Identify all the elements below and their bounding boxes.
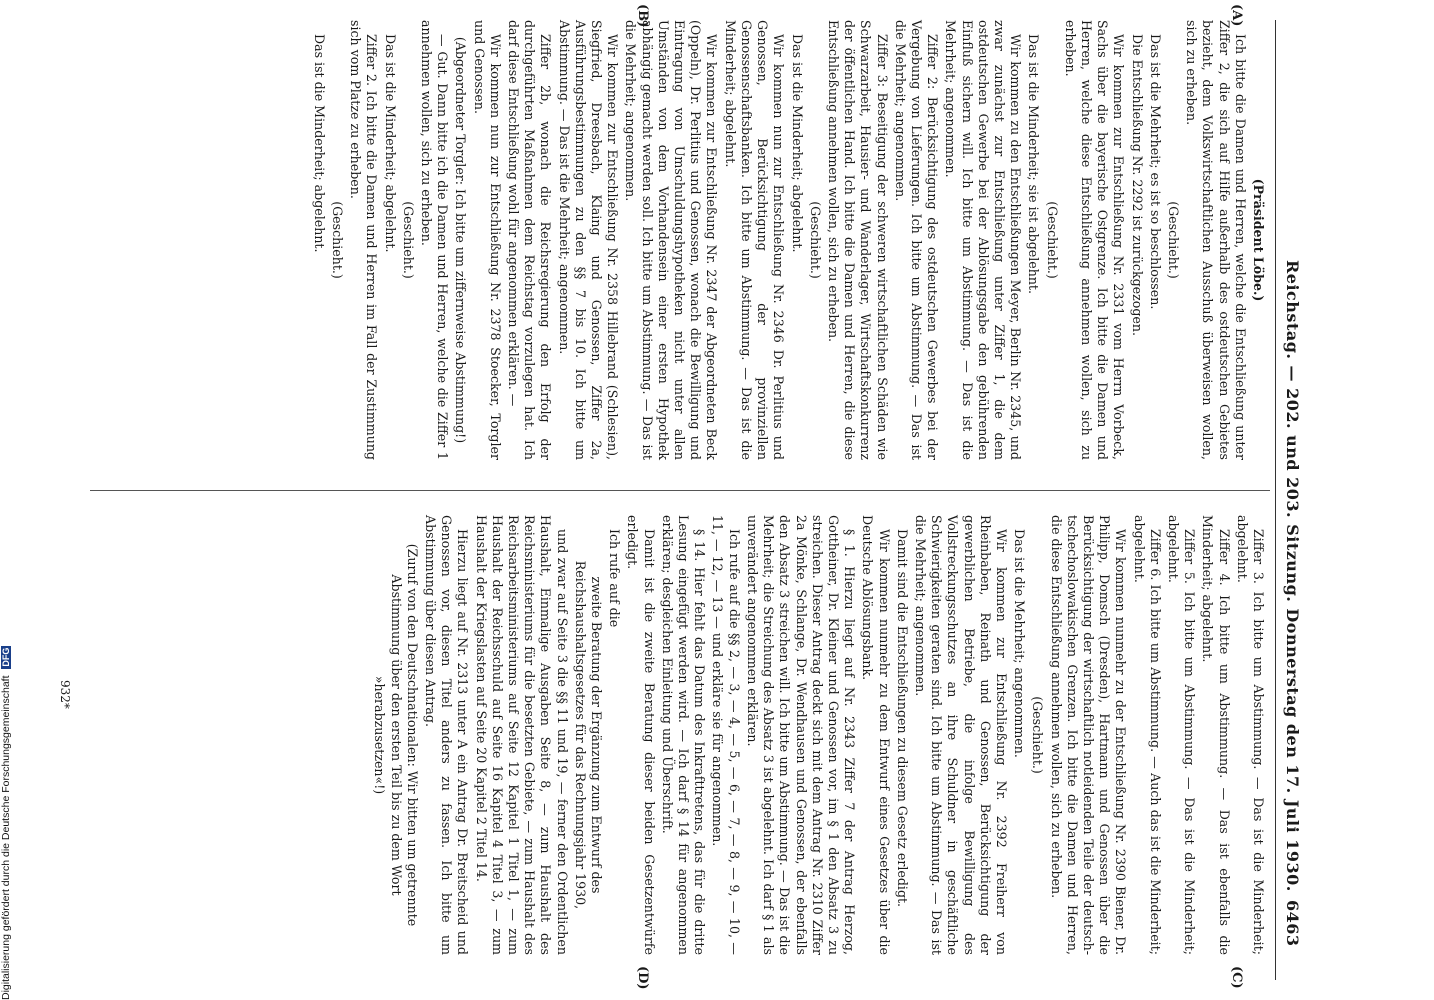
paragraph: Ziffer 6. Ich bitte um Abstimmung. — Auch das ist die Minderheit; abgelehnt. [1131, 515, 1163, 955]
paragraph: Das ist die Minderheit; abgelehnt. [311, 34, 327, 253]
margin-marker-d: (D) [635, 966, 650, 990]
paragraph: Damit ist die zweite Beratung dieser beiden Gesetzentwürfe erledigt. [625, 515, 657, 955]
paragraph: Wir kommen nunmehr zu dem Entwurf eines Gesetzes über die Deutsche Ablösungsbank. [860, 515, 892, 955]
digitization-credit-text: Digitalisierung gefördert durch die Deutsche Forschungsgemeinschaft [0, 675, 12, 1000]
running-header [1274, 20, 1302, 980]
margin-marker-c: (C) [1229, 966, 1244, 989]
paragraph: Hierzu liegt auf Nr. 2313 unter A ein Antrag Dr. Breitscheid und Genossen vor, diesen Titel anders zu fassen. Ich bitte um Abstimmung über diesen Antrag. [423, 515, 471, 955]
digitization-credit [0, 600, 14, 1000]
stage-direction: (Geschieht.) [330, 201, 346, 279]
paragraph: Ich bitte die Damen und Herren, welche die Entschließung unter Ziffer 2, die sich auf Hilfe außerhalb des ostdeutschen Gebietes bezieht, dem Volkswirtschaftlichen Ausschuß überweisen wollen, sich zu erheben. [1184, 20, 1248, 460]
stage-direction: (Geschieht.) [1165, 201, 1181, 279]
paragraph: Das ist die Minderheit; sie ist abgelehnt. [1026, 34, 1042, 294]
stage-direction: (Geschieht.) [1044, 201, 1060, 279]
paragraph: Ziffer 3. Ich bitte um Abstimmung. — Das ist die Minderheit; abgelehnt. [1234, 515, 1266, 955]
paragraph: Wir kommen zur Entschließung Nr. 2331 vom Herrn Vorbeck, Sachs über die bayerische Ostgrenze. Ich bitte die Damen und Herren, welche diese Entschließung annehmen wollen, sich zu erheben. [1062, 20, 1127, 460]
paragraph: Wir kommen nun zur Entschließung Nr. 2346 Dr. Perlitius und Genossen, Berücksichtigung der provinziellen Genossenschaftsbanken. Ich bitte um Abstimmung. — Das ist die Minderheit; abgelehnt. [722, 20, 787, 460]
paragraph: Wir kommen nunmehr zu der Entschließung Nr. 2390 Biener, Dr. Philipp, Domsch (Dresden), Hartmann und Genossen über die Berücksichtigung der wirtschaftlich notleidenden Teile der deutsch-tschechoslowakischen Grenzen. Ich bitte die Damen und Herren, die diese Entschließung annehmen wollen, sich zu erheben. [1048, 515, 1129, 955]
page-number: 6463 [1283, 900, 1302, 947]
stage-direction: (Zuruf von den Deutschnationalen: Wir bitten um getrennte Abstimmung über den ersten Teil bis zu dem Wort »herabzusetzen«!) [372, 543, 420, 927]
paragraph: Wir kommen zur Entschließung Nr. 2358 Hillebrand (Schlesien), Siegfried, Dreesbach, Klaing und Genossen, Ziffer 2a, Ausführungsbestimmungen zu den §§ 7 bis 10. Ich bitte um Abstimmung. — Das ist die Mehrheit; angenommen. [556, 20, 621, 460]
footer-signature-mark: 932* [58, 680, 72, 709]
paragraph: und zwar auf Seite 3 die §§ 11 und 19, — ferner den Ordentlichen Haushalt, Einmalige Ausgaben Seite 8, — zum Haushalt des Reichsministeriums für die besetzten Gebiete, — zum Haushalt des Reichsarbeitsministeriums auf Seite 12 Kapitel 1 Titel 1, — zum Haushalt der Reichsschuld auf Seite 16 Kapitel 4 Titel 3, — zum Haushalt der Kriegslasten auf Seite 20 Kapitel 2 Titel 14. [473, 515, 570, 955]
paragraph: Wir kommen zur Entschließung Nr. 2392 Freiherr von Rheinbaben, Reinath und Genossen, Berücksichtigung der gewerblichen Betriebe, die infolge Bewilligung des Vollstreckungsschutzes an ihre Schuldner in geschäftliche Schwierigkeiten geraten sind. Ich bitte um Abstimmung. — Das ist die Mehrheit; angenommen. [912, 515, 1009, 955]
paragraph: Ziffer 2: Berücksichtigung des ostdeutschen Gewerbes bei der Vergebung von Lieferungen. Ich bitte um Abstimmung. — Das ist die Mehrheit; angenommen. [892, 20, 941, 460]
paragraph: § 14. Hier fehlt das Datum des Inkrafttretens, das für die dritte Lesung eingefügt werden wird. — Ich darf § 14 für angenommen erklären; desgleichen Einleitung und Überschrift. [659, 515, 708, 955]
paragraph: Ich rufe auf die §§ 2, — 3, — 4, — 5, — 6, — 7, — 8, — 9, — 10, — 11, — 12, — 13 — und erkläre sie für angenommen. [710, 515, 742, 955]
margin-marker-a: (A) [1229, 4, 1244, 27]
paragraph: Wir kommen zur Entschließung Nr. 2347 der Abgeordneten Beck (Oppeln), Dr. Perlitius und Genossen, wonach die Bewilligung und Eintragung von Umschuldungshypotheken nicht unter allen Umständen von dem Vorhandensein einer ersten Hypothek abhängig gemacht werden soll. Ich bitte um Abstimmung. — Das ist die Mehrheit; angenommen. [623, 20, 720, 460]
paragraph: Ziffer 2. Ich bitte die Damen und Herren im Fall der Zustimmung sich vom Platze zu erheben. [348, 20, 380, 460]
stage-direction: zweite Beratung der Ergänzung zum Entwurf des Reichshaushaltsgesetzes für das Rechnungsjahr 1930, [572, 560, 605, 910]
paragraph: Ziffer 4. Ich bitte um Abstimmung. — Das ist ebenfalls die Minderheit; abgelehnt. [1200, 515, 1232, 955]
stage-direction: (Geschieht.) [807, 201, 823, 279]
paragraph: Das ist die Mehrheit; angenommen. [1012, 529, 1028, 758]
paragraph: Ziffer 2b, wonach die Reichsregierung den Erfolg der durchgeführten Maßnahmen dem Reichstag vorzulegen hat. Ich darf diese Entschließung wohl für angenommen erklären. — [506, 20, 554, 460]
stage-direction: (Abgeordneter Torgler: Ich bitte um ziffernweise Abstimmung!) [453, 36, 469, 444]
paragraph: Damit sind die Entschließungen zu diesem Gesetz erledigt. [894, 529, 910, 908]
dfg-logo: DFG [1, 647, 12, 667]
stage-direction: (Geschieht.) [1030, 696, 1046, 774]
header-rule [1275, 20, 1276, 980]
left-column [309, 20, 1266, 460]
stage-direction: (Geschieht.) [400, 201, 416, 279]
paragraph: Das ist die Minderheit; abgelehnt. [789, 34, 805, 253]
paragraph: § 1. Hierzu liegt auf Nr. 2343 Ziffer 7 der Antrag Herzog, Gottheiner, Dr. Kleiner und Genossen vor, im § 1 den Absatz 3 zu streichen. Dieser Antrag deckt sich mit dem Antrag Nr. 2310 Ziffer 2a Mönke, Schlange, Dr. Wendhausen und Genossen, der ebenfalls den Absatz 3 streichen will. Ich bitte um Abstimmung. — Das ist die Mehrheit; die Streichung des Absatz 3 ist abgelehnt. Ich darf § 1 als unverändert angenommen erklären. [744, 515, 858, 955]
margin-marker-b: (B) [635, 4, 650, 28]
column-divider [90, 490, 1270, 491]
paragraph: Ziffer 5. Ich bitte um Abstimmung. — Das ist die Minderheit; abgelehnt. [1165, 515, 1198, 955]
paragraph: — Gut. Dann bitte ich die Damen und Herren, welche die Ziffer 1 annehmen wollen, sich zu erheben. [419, 20, 451, 460]
right-column [369, 515, 1266, 955]
paragraph: Ziffer 3: Beseitigung der schweren wirtschaftlichen Schäden wie Schwarzarbeit, Hausier- und Wanderlager, Wirtschaftskonkurrenz der öffentlichen Hand. Ich bitte die Damen und Herren, die diese Entschließung annehmen wollen, sich zu erheben. [825, 20, 890, 460]
paragraph: Wir kommen zu den Entschließungen Meyer, Berlin Nr. 2345, und zwar zunächst zur Entschließung unter Ziffer 1, die dem ostdeutschen Gewerbe bei der Ablösungsgabe den gebührenden Einfluß sichern will. Ich bitte um Abstimmung. — Das ist die Mehrheit; angenommen. [943, 20, 1024, 460]
speaker-heading: (Präsident Löbe.) [1251, 178, 1266, 302]
header-title: Reichstag. — 202. und 203. Sitzung. Donnerstag den 17. Juli 1930. [1283, 260, 1302, 892]
rotated-document-page [10, 0, 1310, 1000]
paragraph: Wir kommen nun zur Entschließung Nr. 2378 Stoecker, Torgler und Genossen. [471, 20, 503, 460]
paragraph: Das ist die Mehrheit; es ist so beschlossen. [1147, 34, 1163, 310]
paragraph: Das ist die Minderheit; abgelehnt. [382, 34, 398, 253]
paragraph: Die Entschließung Nr. 2292 ist zurückgezogen. [1129, 34, 1145, 336]
paragraph: Ich rufe auf die [607, 529, 623, 628]
